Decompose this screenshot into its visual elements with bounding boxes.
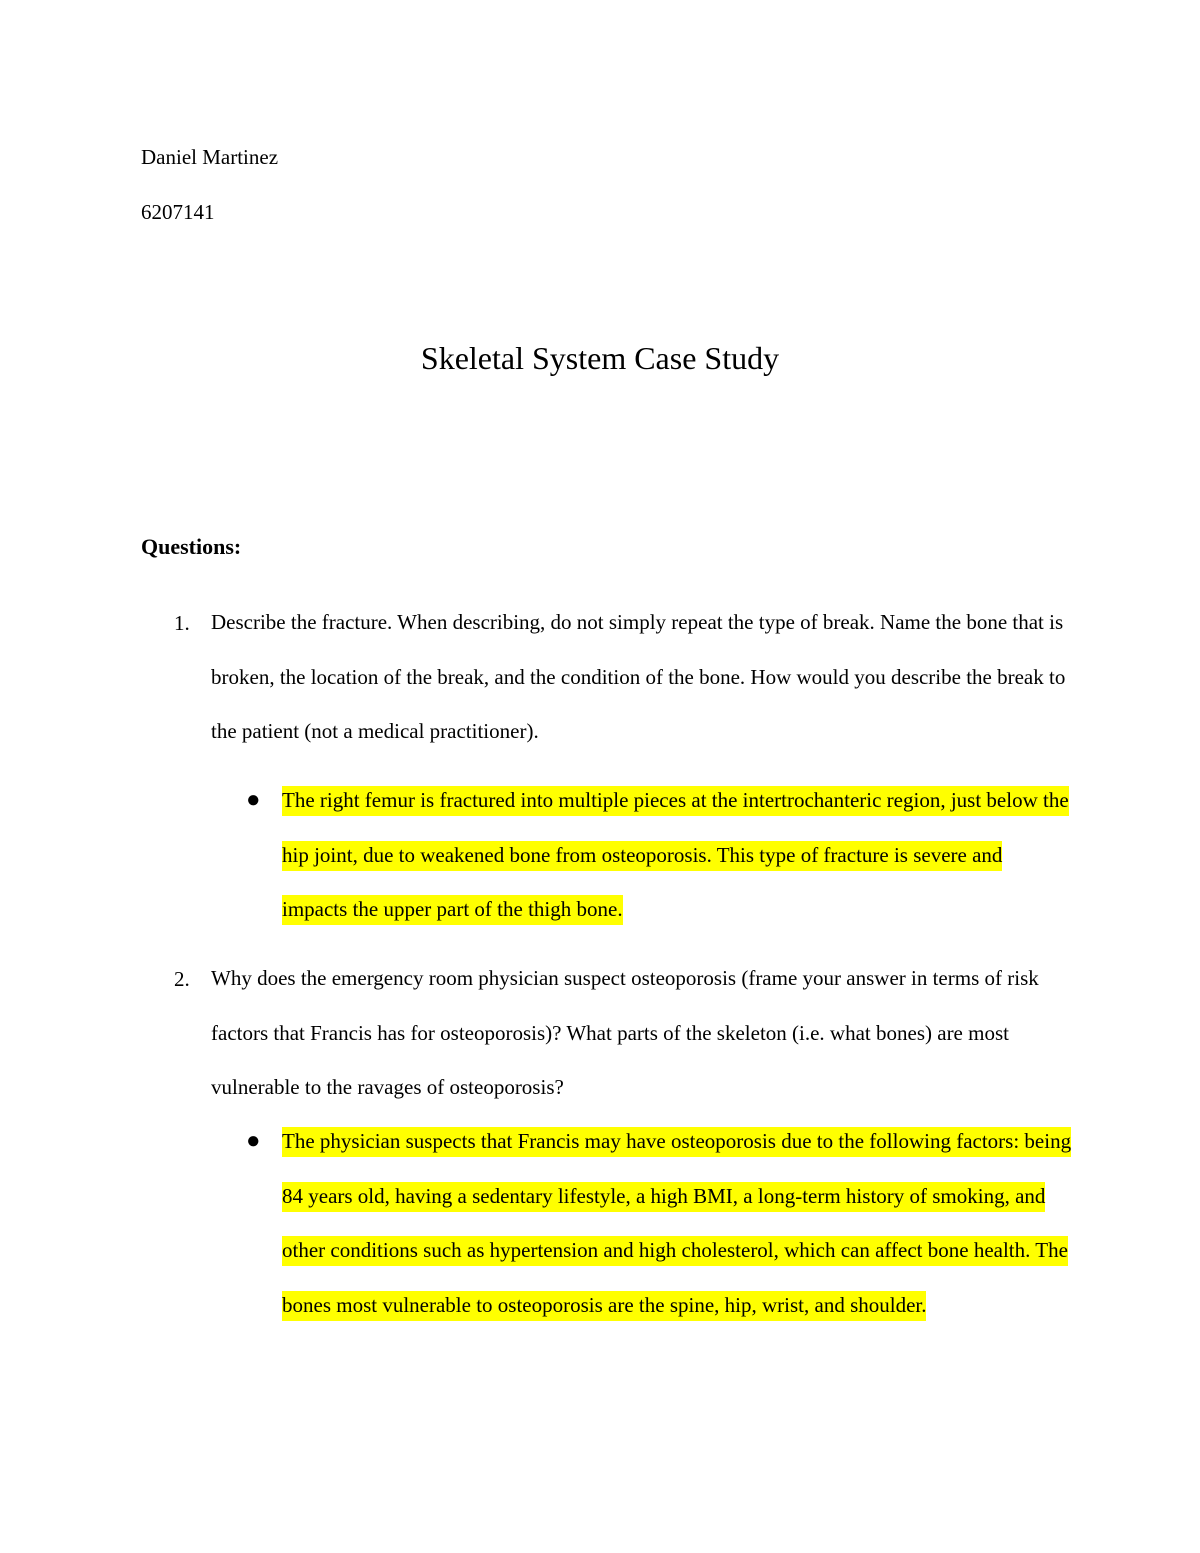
- answer-1: [282, 773, 1072, 937]
- question-1-number: 1.: [174, 611, 190, 635]
- bullet-icon: ●: [246, 787, 261, 813]
- bullet-icon: ●: [246, 1128, 261, 1154]
- question-2-text: Why does the emergency room physician suspect osteoporosis (frame your answer in terms of risk factors that Francis has for osteoporosis)? What parts of the skeleton (i.e. what bones) are most vulnerable to the ravages of osteoporosis?: [211, 966, 1039, 1100]
- document-title: Skeletal System Case Study: [420, 340, 780, 376]
- answer-1-highlighted-text: The right femur is fractured into multiple pieces at the intertrochanteric region, just below the hip joint, due to weakened bone from osteoporosis. This type of fracture is severe and impacts the upper part of the thigh bone.: [282, 786, 1069, 925]
- student-id: 6207141: [141, 200, 215, 224]
- answer-2-highlighted-text: The physician suspects that Francis may have osteoporosis due to the following factors: being 84 years old, having a sedentary lifestyle, a high BMI, a long-term history of smoking, and other conditions such as hypertension and high cholesterol, which can affect bone health. The bones most vulnerable to osteoporosis are the spine, hip, wrist, and shoulder.: [282, 1127, 1071, 1321]
- answer-2: [282, 1114, 1072, 1332]
- question-1-text: Describe the fracture. When describing, do not simply repeat the type of break. Name the bone that is broken, the location of the break, and the condition of the bone. How would you describe the break to the patient (not a medical practitioner).: [211, 610, 1066, 744]
- author-name: Daniel Martinez: [141, 145, 279, 169]
- question-2-number: 2.: [174, 967, 190, 991]
- section-heading: Questions:: [141, 534, 242, 559]
